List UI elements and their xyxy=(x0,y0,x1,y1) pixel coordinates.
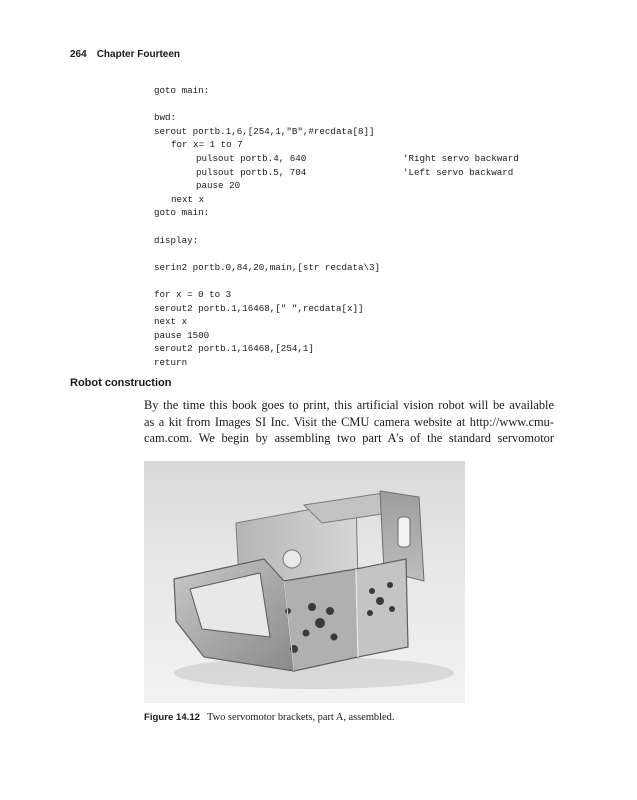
code-line xyxy=(154,125,380,139)
code-text: serout portb.1,6,[254,1,"B",#recdata[8]] xyxy=(154,125,375,137)
code-text: serin2 portb.0,84,20,main,[str recdata\3] xyxy=(154,261,381,273)
body-paragraph xyxy=(144,397,554,447)
code-line xyxy=(154,261,380,275)
code-line xyxy=(154,111,380,125)
code-line xyxy=(154,302,380,316)
code-text: for x= 1 to 7 xyxy=(171,139,243,151)
figure-photo xyxy=(144,461,465,703)
code-text: display: xyxy=(154,234,199,246)
section-heading: Robot construction xyxy=(70,377,172,389)
code-text: serout2 portb.1,16468,[254,1] xyxy=(154,343,314,355)
code-text: next x xyxy=(171,193,205,205)
code-line xyxy=(154,315,380,329)
paragraph-line: as a kit from Images SI Inc. Visit the CMU camera website at http://www.cmu- xyxy=(144,414,554,429)
figure-label: Figure 14.12 xyxy=(144,712,200,723)
figure-caption xyxy=(144,712,394,723)
code-comment: 'Right servo backward xyxy=(403,152,519,164)
figure-caption-text: Two servomotor brackets, part A, assembled. xyxy=(207,712,395,723)
code-line xyxy=(154,84,380,98)
code-text: pulsout portb.5, 704 xyxy=(196,166,307,178)
code-line xyxy=(154,288,380,302)
code-text: bwd: xyxy=(154,112,177,124)
chapter-title: Chapter Fourteen xyxy=(96,49,181,60)
code-line xyxy=(154,274,380,288)
code-text: return xyxy=(154,356,188,368)
code-text: for x = 0 to 3 xyxy=(154,288,232,300)
running-header xyxy=(70,49,180,60)
code-text: serout2 portb.1,16468,[" ",recdata[x]] xyxy=(154,302,364,314)
code-comment: 'Left servo backward xyxy=(403,166,514,178)
code-text: pause 20 xyxy=(196,180,241,192)
code-line xyxy=(154,220,380,234)
code-line xyxy=(154,356,380,370)
paragraph-line: By the time this book goes to print, this artificial vision robot will be available xyxy=(144,398,554,412)
paragraph-line: cam.com. We begin by assembling two part A's of the standard servomotor xyxy=(144,431,554,446)
code-line xyxy=(154,193,380,207)
code-line xyxy=(154,206,380,220)
page-number: 264 xyxy=(70,49,87,60)
code-line xyxy=(154,329,380,343)
code-line xyxy=(154,98,380,112)
code-text: goto main: xyxy=(154,207,210,219)
code-line xyxy=(154,234,380,248)
code-text: goto main: xyxy=(154,85,210,96)
code-text: next x xyxy=(154,316,188,328)
code-line xyxy=(154,166,514,180)
code-listing xyxy=(154,84,519,369)
code-text: pulsout portb.4, 640 xyxy=(196,152,307,164)
code-line xyxy=(154,247,380,261)
code-line xyxy=(154,342,380,356)
code-line xyxy=(154,152,519,166)
code-line xyxy=(154,138,380,152)
code-text: pause 1500 xyxy=(154,329,210,341)
servo-bracket-illustration xyxy=(144,461,465,703)
code-line xyxy=(154,179,380,193)
